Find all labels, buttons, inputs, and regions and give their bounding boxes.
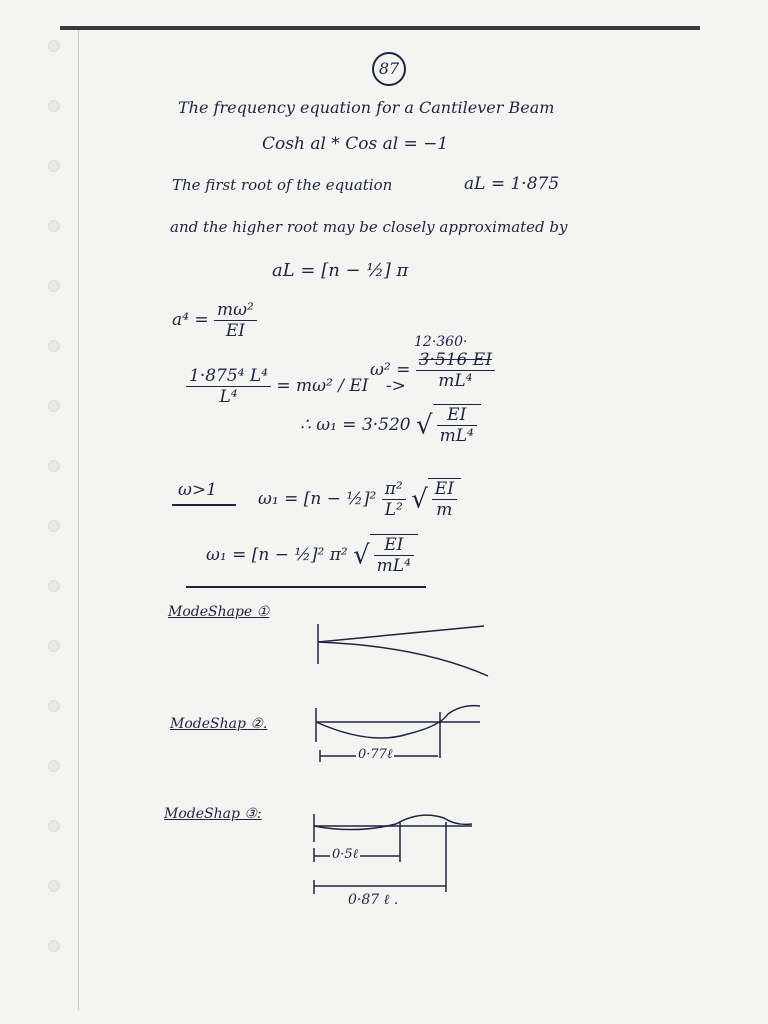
mode-shape-1-sketch [318,624,488,676]
line-first-root-value: aL = 1·875 [464,174,560,194]
eq-w1a-rad-num: EI [432,479,457,500]
eq-w1a-frac-num: π² [382,479,406,500]
condition-omega-gt-1: ω>1 [178,480,217,500]
mode-shape-1-label: ModeShape ① [168,604,270,620]
mode-shape-3-dimension-1: 0·5ℓ [332,847,359,862]
radical-sign: √ [416,410,433,441]
eq-a4-den: EI [225,321,245,341]
eq-w1a-lhs: ω₁ = [n − ½]² [258,489,377,509]
line-higher-roots: and the higher root may be closely approximated by [170,218,568,236]
eq-omega2-correction: 12·360· [414,334,468,350]
eq-omega1-rad-num: EI [437,405,477,426]
eq-sub-num: 1·875⁴ L⁴ [186,366,271,387]
line-frequency-equation: The frequency equation for a Cantilever Beam [178,98,555,117]
radical-sign: √ [353,540,370,571]
eq-omega2-den: mL⁴ [438,371,473,391]
eq-w1b-lhs: ω₁ = [n − ½]² π² [206,545,348,565]
mode-shape-2-sketch [316,706,480,762]
eq-omega1-rad-den: mL⁴ [439,426,474,446]
eq-w1a-rad-den: m [436,500,453,520]
eq-a4-lhs: a⁴ = [172,310,209,330]
eq-omega2-num: 3·516 EI [416,350,495,371]
eq-sub-den: L⁴ [219,387,238,407]
page-number: 87 [372,52,406,86]
eq-arrow: -> [385,376,406,396]
eq-w1b-rad-num: EI [374,535,414,556]
eq-omega1-lhs: ∴ ω₁ = 3·520 [300,415,411,435]
eq-a4-num: mω² [214,300,257,321]
eq-w1b-rad-den: mL⁴ [376,556,411,576]
line-approximation: aL = [n − ½] π [272,260,409,281]
line-cosh-equation: Cosh al * Cos al = −1 [262,134,449,154]
radical-sign: √ [411,484,428,515]
eq-sub-mid: = mω² / EI [276,376,369,396]
line-first-root-text: The first root of the equation [172,176,393,194]
mode-shape-2-label: ModeShap ②. [170,716,268,732]
eq-omega2-lhs: ω² = [370,360,411,380]
mode-shape-3-label: ModeShap ③: [164,806,262,822]
mode-shape-2-dimension: 0·77ℓ [358,747,393,762]
eq-w1a-frac-den: L² [384,500,403,520]
mode-shape-3-dimension-2: 0·87 ℓ . [348,892,399,908]
